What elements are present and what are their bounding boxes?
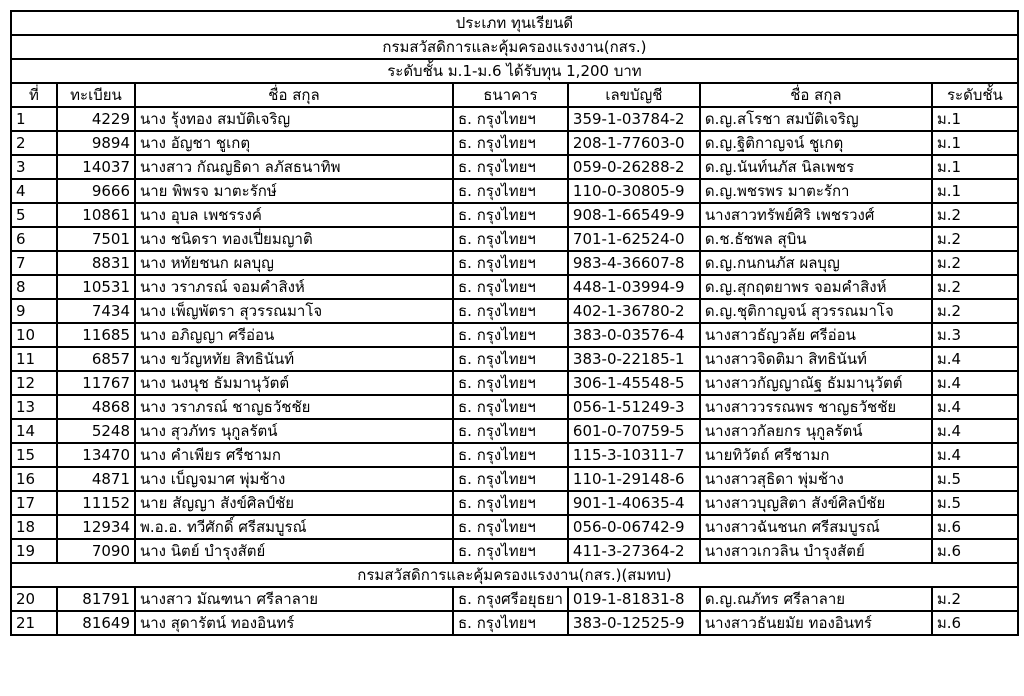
- cell-level: ม.4: [932, 443, 1018, 467]
- cell-level: ม.1: [932, 107, 1018, 131]
- cell-parent-name: นาง ขวัญหทัย สิทธินันท์: [135, 347, 453, 371]
- cell-no: 3: [11, 155, 57, 179]
- cell-child-name: ด.ญ.นันท์นภัส นิลเพชร: [700, 155, 932, 179]
- cell-no: 15: [11, 443, 57, 467]
- cell-child-name: ด.ช.ธัชพล สุบิน: [700, 227, 932, 251]
- cell-no: 6: [11, 227, 57, 251]
- table-row: [11, 371, 1018, 395]
- cell-child-name: นางสาววรรณพร ชาญธวัชชัย: [700, 395, 932, 419]
- cell-child-name: ด.ญ.สุกฤตยาพร จอมคำสิงห์: [700, 275, 932, 299]
- cell-reg: 10861: [57, 203, 135, 227]
- cell-bank: ธ. กรุงไทยฯ: [453, 371, 568, 395]
- table-row: [11, 539, 1018, 563]
- cell-parent-name: นาง รุ้งทอง สมบัติเจริญ: [135, 107, 453, 131]
- header-account: เลขบัญชี: [568, 83, 700, 107]
- table-row: [11, 227, 1018, 251]
- cell-parent-name: นาง อภิญญา ศรีอ่อน: [135, 323, 453, 347]
- cell-level: ม.2: [932, 203, 1018, 227]
- cell-bank: ธ. กรุงศรีอยุธยา: [453, 587, 568, 611]
- cell-reg: 5248: [57, 419, 135, 443]
- cell-reg: 11152: [57, 491, 135, 515]
- cell-bank: ธ. กรุงไทยฯ: [453, 395, 568, 419]
- cell-parent-name: นาง สุวภัทร นุกูลรัตน์: [135, 419, 453, 443]
- cell-bank: ธ. กรุงไทยฯ: [453, 179, 568, 203]
- cell-parent-name: นาง เบ็ญจมาศ พุ่มช้าง: [135, 467, 453, 491]
- cell-parent-name: นาง วราภรณ์ จอมคำสิงห์: [135, 275, 453, 299]
- title-row-level: [11, 59, 1018, 83]
- cell-bank: ธ. กรุงไทยฯ: [453, 539, 568, 563]
- cell-no: 12: [11, 371, 57, 395]
- cell-bank: ธ. กรุงไทยฯ: [453, 107, 568, 131]
- table-row: [11, 347, 1018, 371]
- cell-account: 110-1-29148-6: [568, 467, 700, 491]
- document-page: [10, 10, 1019, 636]
- cell-account: 402-1-36780-2: [568, 299, 700, 323]
- section-row: [11, 563, 1018, 587]
- cell-parent-name: นาง สุดารัตน์ ทองอินทร์: [135, 611, 453, 635]
- cell-reg: 4871: [57, 467, 135, 491]
- table-row: [11, 323, 1018, 347]
- cell-level: ม.5: [932, 467, 1018, 491]
- cell-no: 16: [11, 467, 57, 491]
- cell-bank: ธ. กรุงไทยฯ: [453, 467, 568, 491]
- cell-child-name: ด.ญ.สโรชา สมบัติเจริญ: [700, 107, 932, 131]
- cell-level: ม.1: [932, 155, 1018, 179]
- cell-bank: ธ. กรุงไทยฯ: [453, 611, 568, 635]
- cell-reg: 12934: [57, 515, 135, 539]
- table-row: [11, 251, 1018, 275]
- title-type: ประเภท ทุนเรียนดี: [11, 11, 1018, 35]
- cell-parent-name: นาง นิตย์ บำรุงสัตย์: [135, 539, 453, 563]
- cell-reg: 10531: [57, 275, 135, 299]
- cell-child-name: ด.ญ.พชรพร มาตะรักา: [700, 179, 932, 203]
- cell-child-name: นางสาวสุธิดา พุ่มช้าง: [700, 467, 932, 491]
- cell-reg: 9894: [57, 131, 135, 155]
- cell-bank: ธ. กรุงไทยฯ: [453, 131, 568, 155]
- section-title: กรมสวัสดิการและคุ้มครองแรงงาน(กสร.)(สมทบ): [11, 563, 1018, 587]
- cell-bank: ธ. กรุงไทยฯ: [453, 419, 568, 443]
- cell-account: 056-1-51249-3: [568, 395, 700, 419]
- cell-parent-name: นางสาว กัณญธิดา ลภัสธนาทิพ: [135, 155, 453, 179]
- cell-reg: 11767: [57, 371, 135, 395]
- cell-level: ม.4: [932, 419, 1018, 443]
- cell-reg: 6857: [57, 347, 135, 371]
- table-row: [11, 587, 1018, 611]
- cell-parent-name: พ.อ.อ. ทวีศักดิ์ ศรีสมบูรณ์: [135, 515, 453, 539]
- cell-no: 20: [11, 587, 57, 611]
- table-row: [11, 155, 1018, 179]
- cell-child-name: ด.ญ.ฐิติกาญจน์ ชูเกตุ: [700, 131, 932, 155]
- cell-account: 056-0-06742-9: [568, 515, 700, 539]
- cell-account: 306-1-45548-5: [568, 371, 700, 395]
- cell-account: 059-0-26288-2: [568, 155, 700, 179]
- cell-reg: 8831: [57, 251, 135, 275]
- title-row-org: [11, 35, 1018, 59]
- cell-child-name: นายทิวัตถ์ ศรีชามก: [700, 443, 932, 467]
- title-level: ระดับชั้น ม.1-ม.6 ได้รับทุน 1,200 บาท: [11, 59, 1018, 83]
- cell-child-name: นางสาวกัลยกร นุกูลรัตน์: [700, 419, 932, 443]
- cell-no: 10: [11, 323, 57, 347]
- cell-parent-name: นาง นงนุช ธัมมานุวัตต์: [135, 371, 453, 395]
- cell-no: 5: [11, 203, 57, 227]
- cell-account: 383-0-22185-1: [568, 347, 700, 371]
- cell-parent-name: นาง เพ็ญพัตรา สุวรรณมาโจ: [135, 299, 453, 323]
- cell-level: ม.4: [932, 347, 1018, 371]
- cell-level: ม.1: [932, 131, 1018, 155]
- cell-child-name: ด.ญ.กนกนภัส ผลบุญ: [700, 251, 932, 275]
- cell-child-name: นางสาวกัญญาณัฐ ธัมมานุวัตต์: [700, 371, 932, 395]
- cell-bank: ธ. กรุงไทยฯ: [453, 155, 568, 179]
- cell-reg: 11685: [57, 323, 135, 347]
- cell-reg: 7434: [57, 299, 135, 323]
- cell-account: 359-1-03784-2: [568, 107, 700, 131]
- table-row: [11, 107, 1018, 131]
- cell-level: ม.6: [932, 611, 1018, 635]
- cell-no: 4: [11, 179, 57, 203]
- cell-bank: ธ. กรุงไทยฯ: [453, 347, 568, 371]
- cell-bank: ธ. กรุงไทยฯ: [453, 491, 568, 515]
- cell-bank: ธ. กรุงไทยฯ: [453, 251, 568, 275]
- cell-child-name: นางสาวฉันชนก ศรีสมบูรณ์: [700, 515, 932, 539]
- cell-parent-name: นาง หทัยชนก ผลบุญ: [135, 251, 453, 275]
- cell-child-name: นางสาวธัญวลัย ศรีอ่อน: [700, 323, 932, 347]
- cell-no: 1: [11, 107, 57, 131]
- header-parent-name: ชื่อ สกุล: [135, 83, 453, 107]
- cell-account: 110-0-30805-9: [568, 179, 700, 203]
- cell-reg: 9666: [57, 179, 135, 203]
- cell-level: ม.3: [932, 323, 1018, 347]
- header-no: ที่: [11, 83, 57, 107]
- cell-account: 908-1-66549-9: [568, 203, 700, 227]
- cell-account: 448-1-03994-9: [568, 275, 700, 299]
- cell-no: 11: [11, 347, 57, 371]
- table-row: [11, 131, 1018, 155]
- cell-parent-name: นาง ชนิดรา ทองเปี่ยมญาติ: [135, 227, 453, 251]
- cell-reg: 14037: [57, 155, 135, 179]
- cell-parent-name: นาง วราภรณ์ ชาญธวัชชัย: [135, 395, 453, 419]
- header-level: ระดับชั้น: [932, 83, 1018, 107]
- cell-bank: ธ. กรุงไทยฯ: [453, 203, 568, 227]
- cell-level: ม.2: [932, 587, 1018, 611]
- cell-level: ม.4: [932, 395, 1018, 419]
- cell-level: ม.5: [932, 491, 1018, 515]
- header-child-name: ชื่อ สกุล: [700, 83, 932, 107]
- cell-level: ม.2: [932, 227, 1018, 251]
- cell-reg: 13470: [57, 443, 135, 467]
- header-reg: ทะเบียน: [57, 83, 135, 107]
- cell-reg: 7501: [57, 227, 135, 251]
- cell-bank: ธ. กรุงไทยฯ: [453, 275, 568, 299]
- cell-level: ม.2: [932, 299, 1018, 323]
- cell-level: ม.2: [932, 275, 1018, 299]
- table-row: [11, 419, 1018, 443]
- cell-reg: 4868: [57, 395, 135, 419]
- cell-child-name: นางสาวบุญสิตา สังข์ศิลป์ชัย: [700, 491, 932, 515]
- cell-parent-name: นางสาว มัณฑนา ศรีลาลาย: [135, 587, 453, 611]
- cell-account: 601-0-70759-5: [568, 419, 700, 443]
- cell-reg: 4229: [57, 107, 135, 131]
- cell-no: 19: [11, 539, 57, 563]
- cell-level: ม.4: [932, 371, 1018, 395]
- cell-no: 7: [11, 251, 57, 275]
- cell-child-name: ด.ญ.ชุติกาญจน์ สุวรรณมาโจ: [700, 299, 932, 323]
- cell-parent-name: นาง อุบล เพชรรงค์: [135, 203, 453, 227]
- cell-reg: 7090: [57, 539, 135, 563]
- cell-account: 983-4-36607-8: [568, 251, 700, 275]
- table-row: [11, 491, 1018, 515]
- cell-parent-name: นาง คำเพียร ศรีชามก: [135, 443, 453, 467]
- cell-bank: ธ. กรุงไทยฯ: [453, 299, 568, 323]
- header-bank: ธนาคาร: [453, 83, 568, 107]
- cell-child-name: นางสาวจิดติมา สิทธินันท์: [700, 347, 932, 371]
- cell-level: ม.1: [932, 179, 1018, 203]
- table-row: [11, 275, 1018, 299]
- header-row: [11, 83, 1018, 107]
- cell-account: 701-1-62524-0: [568, 227, 700, 251]
- cell-no: 13: [11, 395, 57, 419]
- cell-no: 2: [11, 131, 57, 155]
- table-row: [11, 611, 1018, 635]
- cell-child-name: ด.ญ.ณภัทร ศรีลาลาย: [700, 587, 932, 611]
- cell-child-name: นางสาวทรัพย์ศิริ เพชรวงศ์: [700, 203, 932, 227]
- cell-parent-name: นาย พิพรจ มาตะรักษ์: [135, 179, 453, 203]
- cell-parent-name: นาง อัญชา ชูเกตุ: [135, 131, 453, 155]
- cell-no: 8: [11, 275, 57, 299]
- cell-level: ม.6: [932, 515, 1018, 539]
- cell-account: 019-1-81831-8: [568, 587, 700, 611]
- cell-reg: 81791: [57, 587, 135, 611]
- cell-parent-name: นาย สัญญา สังข์ศิลป์ชัย: [135, 491, 453, 515]
- title-row-type: [11, 11, 1018, 35]
- cell-child-name: นางสาวเกวลิน บำรุงสัตย์: [700, 539, 932, 563]
- scholarship-table: [10, 10, 1019, 636]
- cell-no: 14: [11, 419, 57, 443]
- cell-no: 17: [11, 491, 57, 515]
- cell-bank: ธ. กรุงไทยฯ: [453, 323, 568, 347]
- cell-level: ม.6: [932, 539, 1018, 563]
- table-row: [11, 395, 1018, 419]
- cell-bank: ธ. กรุงไทยฯ: [453, 443, 568, 467]
- table-row: [11, 299, 1018, 323]
- title-org: กรมสวัสดิการและคุ้มครองแรงงาน(กสร.): [11, 35, 1018, 59]
- cell-account: 383-0-03576-4: [568, 323, 700, 347]
- table-row: [11, 443, 1018, 467]
- cell-child-name: นางสาวธันยมัย ทองอินทร์: [700, 611, 932, 635]
- table-row: [11, 203, 1018, 227]
- table-row: [11, 515, 1018, 539]
- cell-account: 411-3-27364-2: [568, 539, 700, 563]
- cell-account: 208-1-77603-0: [568, 131, 700, 155]
- cell-no: 21: [11, 611, 57, 635]
- cell-bank: ธ. กรุงไทยฯ: [453, 227, 568, 251]
- cell-reg: 81649: [57, 611, 135, 635]
- table-row: [11, 467, 1018, 491]
- cell-level: ม.2: [932, 251, 1018, 275]
- cell-no: 18: [11, 515, 57, 539]
- cell-account: 383-0-12525-9: [568, 611, 700, 635]
- cell-account: 901-1-40635-4: [568, 491, 700, 515]
- cell-bank: ธ. กรุงไทยฯ: [453, 515, 568, 539]
- cell-no: 9: [11, 299, 57, 323]
- cell-account: 115-3-10311-7: [568, 443, 700, 467]
- table-row: [11, 179, 1018, 203]
